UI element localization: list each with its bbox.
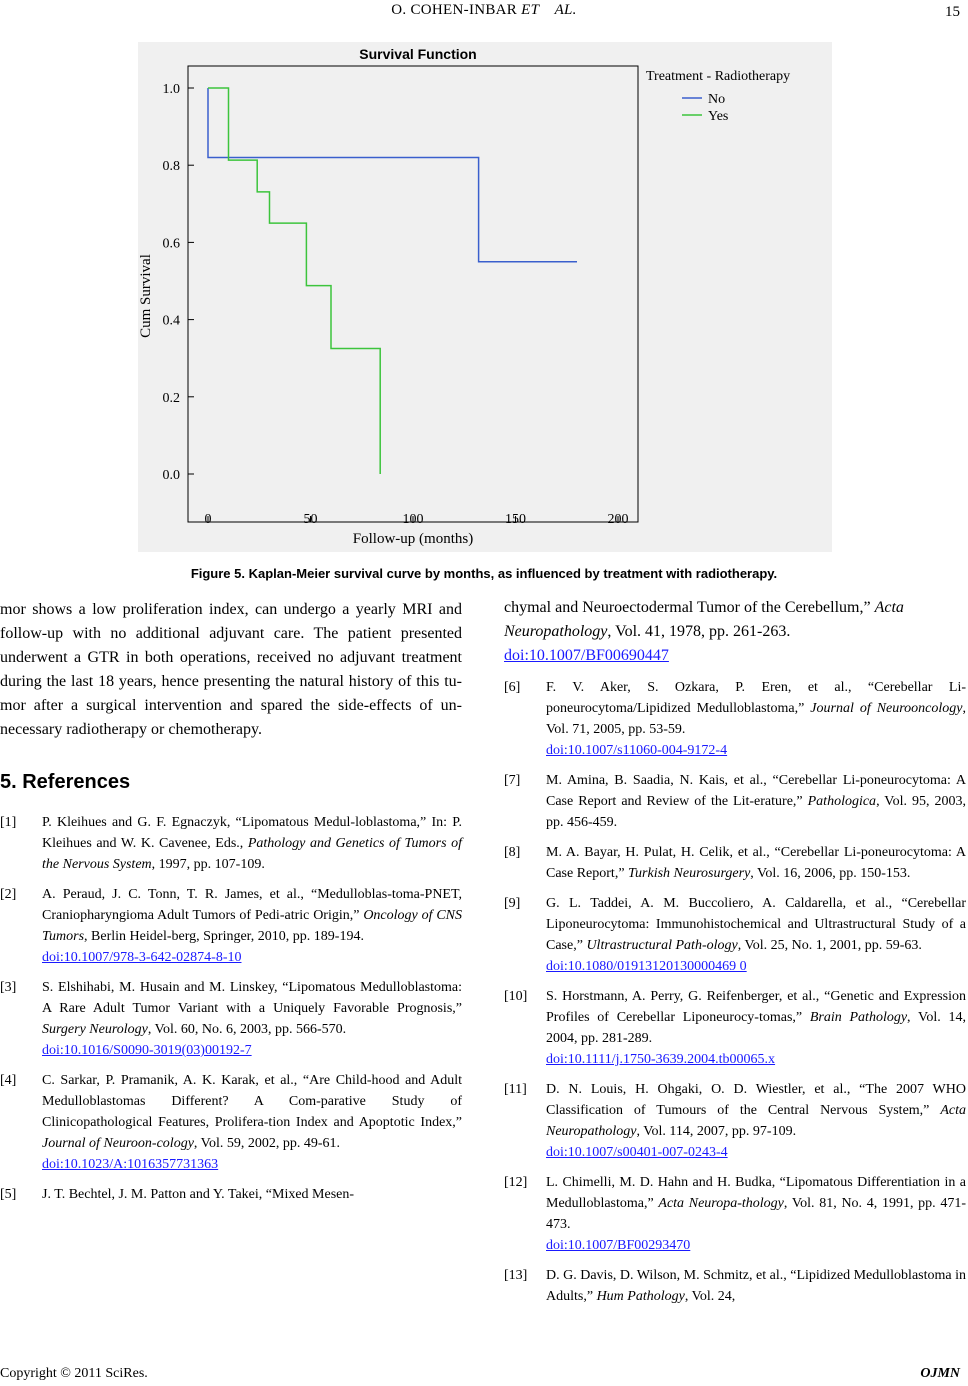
reference-text: D. G. Davis, D. Wilson, M. Schmitz, et al., “Lipidized Medulloblastoma in Adults,” Hum Pathology, Vol. 24, [546,1268,966,1304]
reference-number: [4] [0,1073,17,1088]
reference-text: S. Horstmann, A. Perry, G. Reifenberger, et al., “Genetic and Expression Profiles of Cerebellar Liponeurocy-tomas,” Brain Pathology, Vol. 14, 2004, pp. 281-289. doi:10.1111/j.1750-3639.2004.tb00065.x [546,986,966,1070]
reference-item [0,812,462,875]
left-column [0,598,462,1214]
y-tick-label: 0.6 [162,236,180,252]
x-tick-label: 100 [402,512,424,527]
legend-label: No [708,92,726,107]
page-header [0,2,968,24]
doi-link[interactable]: doi:10.1007/978-3-642-02874-8-10 [42,950,242,965]
running-title: O. COHEN-INBAR ET AL. [391,2,577,18]
reference-number: [8] [504,845,521,860]
reference-text: A. Peraud, J. C. Tonn, T. R. James, et al., “Medulloblas-toma-PNET, Craniopharyngioma Adult Tumors of Pedi-atric Origin,” Oncology of CNS Tumors, Berlin Heidel-berg, Springer, 2010, pp. 189-194. doi:10.1007/978-3-642-02874-8-10 [42,884,462,968]
doi-link[interactable]: doi:10.1023/A:1016357731363 [42,1157,219,1172]
doi-link[interactable]: doi:10.1080/01913120130000469 0 [546,959,747,974]
reference-item [504,1172,966,1256]
y-tick-label: 1.0 [162,82,180,97]
reference-number: [6] [504,680,521,695]
reference-item [504,677,966,761]
doi-link[interactable]: doi:10.1016/S0090-3019(03)00192-7 [42,1043,252,1058]
reference-number: [13] [504,1268,528,1283]
reference-number: [9] [504,896,521,911]
reference-5-continuation: chymal and Neuroectodermal Tumor of the Cerebellum,” Acta Neuropathology, Vol. 41, 1978, pp. 261-263. doi:10.1007/BF00690447 [504,596,966,668]
y-axis-label: Cum Survival [138,254,154,338]
doi-link[interactable]: doi:10.1111/j.1750-3639.2004.tb00065.x [546,1052,776,1067]
reference-text: P. Kleihues and G. F. Egnaczyk, “Lipomatous Medul-loblastoma,” In: P. Kleihues and W. K. Cavenee, Eds., Pathology and Genetics of Tumors of the Nervous System, 1997, pp. 107-109. [42,815,462,872]
page-number: 15 [945,4,960,20]
body-paragraph: mor shows a low proliferation index, can undergo a yearly MRI and follow-up with no additional adjuvant care. The patient presented underwent a GTR in both operations, received no adjuvant treatment during the last 18 years, hence presenting the natural history of this tu-mor after a surgical intervention and spared the side-effects of un-necessary radiotherapy or chemotherapy. [0,601,462,738]
x-tick-label: 0 [204,512,212,527]
survival-chart [138,42,832,552]
y-tick-label: 0.2 [162,390,180,406]
reference-number: [1] [0,815,17,830]
chart-title: Survival Function [359,46,477,62]
y-tick-label: 0.8 [162,159,180,175]
reference-item [0,1184,462,1205]
reference-number: [2] [0,887,17,902]
reference-text: G. L. Taddei, A. M. Buccoliero, A. Caldarella, et al., “Cerebellar Liponeurocytoma: Immunohistochemical and Ultrastructural Study of a Case,” Ultrastructural Path-ology, Vol. 25, No. 1, 2001, pp. 59-63. doi:10.1080/01913120130000469 0 [546,893,966,977]
reference-item [504,842,966,884]
legend-title: Treatment - Radiotherapy [646,69,791,84]
reference-text: S. Elshihabi, M. Husain and M. Linskey, “Lipomatous Medulloblastoma: A Rare Adult Tumor Variant with a Uniquely Favorable Prognosis,” Surgery Neurology, Vol. 60, No. 6, 2003, pp. 566-570. doi:10.1016/S0090-3019(03)00192-7 [42,977,462,1061]
journal-abbrev: OJMN [920,1366,960,1381]
reference-item [0,977,462,1061]
x-tick-label: 200 [607,512,629,527]
x-tick-label: 50 [303,512,318,527]
reference-item [504,986,966,1070]
legend-label: Yes [708,109,729,124]
reference-number: [7] [504,773,521,788]
right-column [504,596,966,1316]
doi-link[interactable]: doi:10.1007/BF00690447 [504,647,669,664]
reference-text: D. N. Louis, H. Ohgaki, O. D. Wiestler, et al., “The 2007 WHO Classification of Tumours of the Central Nervous System,” Acta Neuropathology, Vol. 114, 2007, pp. 97-109. doi:10.1007/s00401-007-0243-4 [546,1079,966,1163]
reference-number: [3] [0,980,17,995]
reference-item [504,893,966,977]
reference-number: [5] [0,1187,17,1202]
y-tick-label: 0.4 [162,313,180,329]
doi-link[interactable]: doi:10.1007/s11060-004-9172-4 [546,743,728,758]
reference-text: J. T. Bechtel, J. M. Patton and Y. Takei, “Mixed Mesen- [42,1187,355,1202]
reference-item [504,1079,966,1163]
reference-item [0,1070,462,1175]
reference-item [0,884,462,968]
reference-item [504,1265,966,1307]
reference-text: L. Chimelli, M. D. Hahn and H. Budka, “Lipomatous Differentiation in a Medulloblastoma,” Acta Neuropa-thology, Vol. 81, No. 4, 1991, pp. 471-473. doi:10.1007/BF00293470 [546,1172,966,1256]
copyright: Copyright © 2011 SciRes. [0,1366,148,1381]
survival-figure [138,42,832,552]
reference-text: M. Amina, B. Saadia, N. Kais, et al., “Cerebellar Li-poneurocytoma: A Case Report and Review of the Lit-erature,” Pathologica, Vol. 95, 2003, pp. 456-459. [546,773,967,830]
reference-list-right [504,677,966,1307]
reference-number: [11] [504,1082,527,1097]
reference-item [504,770,966,833]
x-axis-label: Follow-up (months) [352,531,474,547]
figure-caption: Figure 5. Kaplan-Meier survival curve by months, as influenced by treatment with radiotherapy. [190,566,778,581]
reference-list-left [0,812,462,1205]
doi-link[interactable]: doi:10.1007/s00401-007-0243-4 [546,1145,728,1160]
reference-text: M. A. Bayar, H. Pulat, H. Celik, et al., “Cerebellar Li-poneurocytoma: A Case Report,” Turkish Neurosurgery, Vol. 16, 2006, pp. 150-153. [546,845,966,881]
doi-link[interactable]: doi:10.1007/BF00293470 [546,1238,691,1253]
reference-text: C. Sarkar, P. Pramanik, A. K. Karak, et al., “Are Child-hood and Adult Medulloblastomas Different? A Com-parative Study of Clinicopathological Features, Prolifera-tion Index and Apoptotic Index,” Journal of Neuroon-cology, Vol. 59, 2002, pp. 49-61. doi:10.1023/A:1016357731363 [42,1070,462,1175]
y-tick-label: 0.0 [162,468,180,483]
section-heading: 5. References [0,771,131,793]
x-tick-label: 150 [505,512,526,527]
reference-number: [10] [504,989,528,1004]
plot-frame [188,66,638,522]
reference-number: [12] [504,1175,528,1190]
reference-text: F. V. Aker, S. Ozkara, P. Eren, et al., “Cerebellar Li-poneurocytoma/Lipidized Medulloblastoma,” Journal of Neurooncology, Vol. 71, 2005, pp. 53-59. doi:10.1007/s11060-004-9172-4 [546,677,966,761]
